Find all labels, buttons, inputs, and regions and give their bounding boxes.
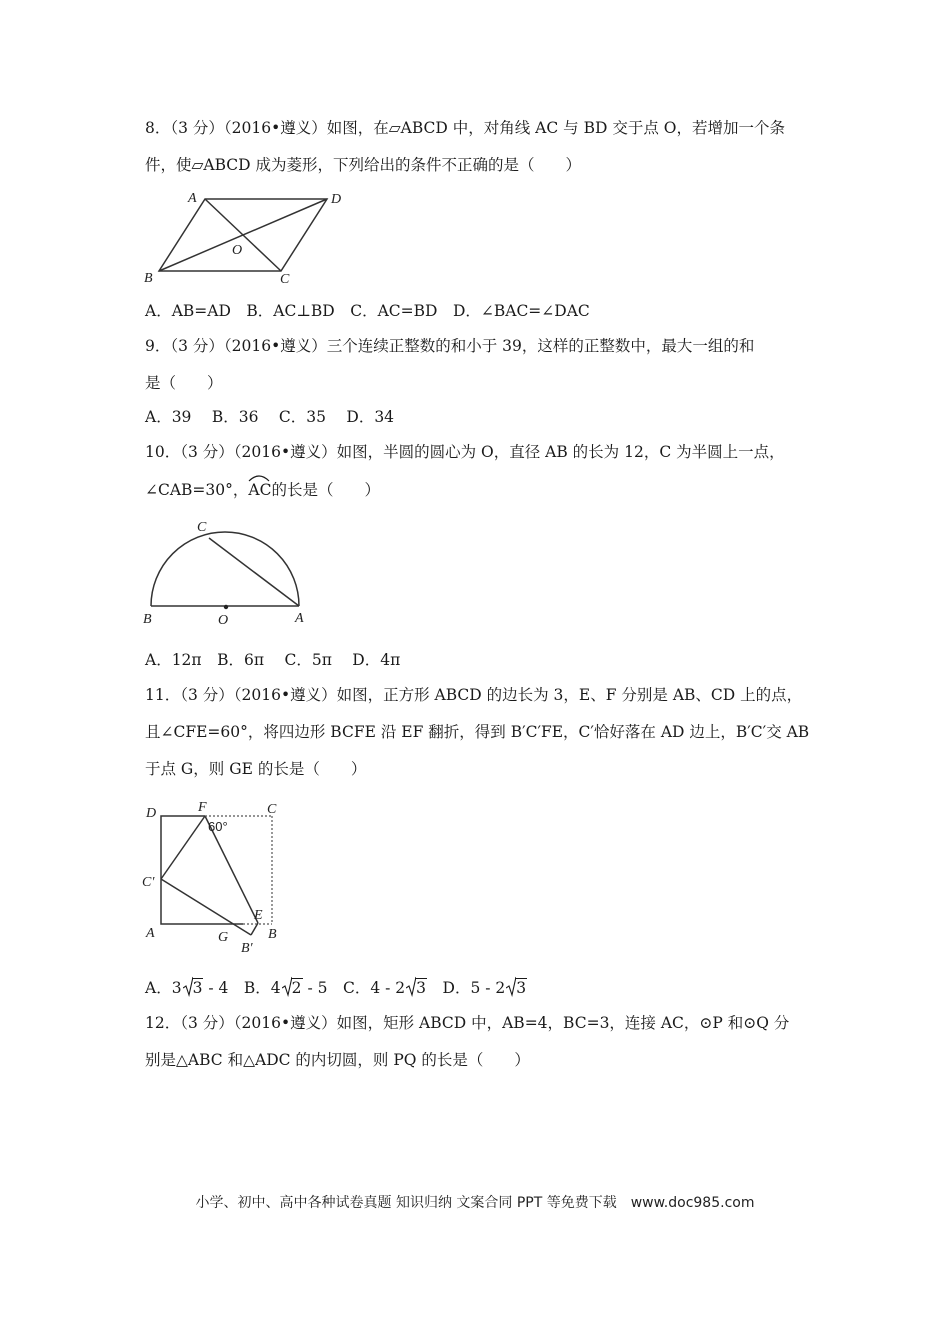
square-sides-dab [161, 816, 243, 924]
segment-c-prime-b-prime [161, 879, 251, 935]
label-a: A [188, 191, 197, 206]
chord-ca [209, 538, 299, 606]
arc-icon [248, 472, 270, 482]
q8-options: A．AB=AD B．AC⊥BD C．AC=BD D．∠BAC=∠DAC [145, 302, 590, 320]
option-d-radicand: 3 [516, 979, 527, 997]
option-a-radicand: 3 [192, 979, 203, 997]
radical-icon [183, 975, 193, 997]
q9-stem-line-2: 是（ ） [145, 374, 223, 392]
q11-stem-line-3: 于点 G，则 GE 的长是（ ） [145, 760, 367, 778]
radical-icon [406, 975, 416, 997]
sqrt-symbol [183, 978, 204, 998]
label-f: F [198, 800, 207, 815]
q10-semicircle-figure [138, 515, 318, 630]
q11-stem-line-2: 且∠CFE=60°，将四边形 BCFE 沿 EF 翻折，得到 B′C′FE，C′恰好落在 AD 边上，B′C′交 AB [145, 723, 810, 741]
q9-stem-line-1: 9．（3 分）（2016•遵义）三个连续正整数的和小于 39，这样的正整数中，最大一组的和 [145, 337, 755, 355]
label-b: B [144, 271, 153, 286]
label-b: B [268, 927, 277, 942]
q8-stem-line-2: 件，使▱ABCD 成为菱形，下列给出的条件不正确的是（ ） [145, 156, 582, 174]
q10-options: A．12π B．6π C．5π D．4π [145, 651, 401, 669]
q8-parallelogram-figure [140, 188, 360, 290]
sqrt-symbol [282, 978, 303, 998]
q12-stem-line-2: 别是△ABC 和△ADC 的内切圆，则 PQ 的长是（ ） [145, 1051, 530, 1069]
radical-icon [506, 975, 516, 997]
q9-options: A．39 B．36 C．35 D．34 [145, 408, 395, 426]
q10-stem-line-1: 10．（3 分）（2016•遵义）如图，半圆的圆心为 O，直径 AB 的长为 12，C 为半圆上一点， [145, 443, 785, 461]
q8-stem-line-1: 8．（3 分）（2016•遵义）如图，在▱ABCD 中，对角线 AC 与 BD 交于点 O，若增加一个条 [145, 119, 785, 137]
q11-options [145, 978, 527, 998]
sqrt-symbol [406, 978, 427, 998]
label-e: E [254, 908, 263, 923]
option-d-text: D．5 - 2 [427, 979, 506, 997]
label-c: C [280, 272, 290, 287]
diagonal-bd [159, 199, 327, 271]
arc-ac-symbol [248, 480, 271, 500]
option-b-radicand: 2 [291, 979, 302, 997]
label-o: O [232, 243, 243, 258]
sqrt-symbol [506, 978, 527, 998]
segment-b-prime-e [251, 923, 258, 935]
option-c-text: - 5 C．4 - 2 [302, 979, 406, 997]
label-c: C [267, 802, 277, 817]
option-c-radicand: 3 [416, 979, 427, 997]
label-d: D [146, 806, 157, 821]
q10-question-text: 的长是（ ） [271, 481, 380, 499]
q10-angle-text: ∠CAB=30°， [145, 481, 249, 499]
label-a: A [146, 926, 155, 941]
label-angle-60: 60° [208, 819, 228, 834]
q12-stem-line-1: 12．（3 分）（2016•遵义）如图，矩形 ABCD 中，AB=4，BC=3，连接 AC，⊙P 和⊙Q 分 [145, 1014, 790, 1032]
label-c-prime: C′ [142, 875, 155, 890]
semicircle-arc [151, 532, 299, 606]
arc-ac-label: AC [248, 481, 272, 499]
radical-icon [282, 975, 292, 997]
option-a-text: A．3 [145, 979, 182, 997]
segment-fc-prime [161, 816, 205, 879]
label-d: D [331, 192, 342, 207]
q11-square-fold-figure [138, 795, 288, 960]
label-g: G [218, 930, 229, 945]
label-c: C [197, 520, 207, 535]
center-point-o [224, 605, 228, 609]
q11-stem-line-1: 11．（3 分）（2016•遵义）如图，正方形 ABCD 的边长为 3，E、F 分别是 AB、CD 上的点， [145, 686, 803, 704]
label-a: A [295, 611, 304, 626]
page-footer: 小学、初中、高中各种试卷真题 知识归纳 文案合同 PPT 等免费下载 www.doc985.com [195, 1195, 755, 1211]
option-b-text: - 4 B．4 [203, 979, 281, 997]
label-o: O [218, 613, 229, 628]
label-b-prime: B′ [241, 941, 253, 956]
label-b: B [143, 612, 152, 627]
q10-stem-line-2 [145, 480, 380, 500]
